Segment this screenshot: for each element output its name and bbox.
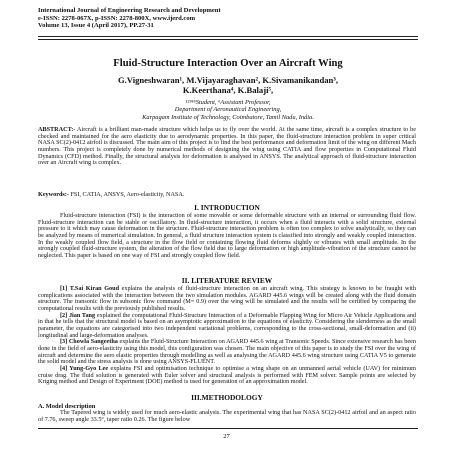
section-heading-literature: II. LITERATURE REVIEW <box>181 276 273 285</box>
affiliation-line-3: Karpagam Institute of Technology, Coimbatore, Tamil Nadu, India. <box>142 113 314 121</box>
literature-item-text: explains FSI and optimisation technique to optimise a wing shape on an unmanned aerial vehicle (UAV) for minimum cruise drag. The fluid solution is generated with Euler solver and structural analysis is performed with FEM solver. Sample points are selected by Kriging method and Design of Experiment (DOE) method is used for generation of an approximation model. <box>38 364 416 386</box>
keywords-label: Keywords:- <box>38 191 69 198</box>
literature-item <box>38 339 416 366</box>
section-heading-methodology: III.METHODOLOGY <box>191 393 263 402</box>
affiliation-line-1: ¹²³⁴⁵Student, ⁶Assistant Professor, <box>185 99 271 106</box>
literature-item-tag: [4] Yung-Gyo Lee <box>60 364 109 372</box>
literature-item-text: explained the computational Fluid-Structure Interaction of a Deformable Flapping Wing for Micro Air Vehicle Applications and in that he tells that the structural model is based on an asymptotic approximation to the equations of elasticity. Considering the slenderness as the small parameter, the equations are categorised into two independent variational problems, corresponding to the cross-sectional, small-deformation and (ii) longitudinal and large-deformation analyses. <box>38 311 417 339</box>
journal-volume: Volume 13, Issue 4 (April 2017), PP.27-31 <box>38 22 154 30</box>
abstract-text: Aircraft is a brilliant man-made structure which helps us to fly over the world. At the same time, aircraft is a complex structure to be checked and maintained for the aero elasticity due to aerodynamic properties. In this paper, the fluid-structure interaction problem in super critical NASA SC(2)-0412 airfoil is discussed. The main aim of this project is to find the best performance and deformation limit of the wing on different Mach numbers. This project is completely done by numerical methods of designing the wing using CATIA and flow properties in Computational Fluid Dynamics (CFD) method. Finally, the structural analysis for deformation is analysed in ANSYS. The analytical approach of fluid-structure interaction over an Aircraft wing is complex. <box>38 126 416 167</box>
methodology-body <box>38 410 416 423</box>
literature-body <box>38 286 416 386</box>
paper-title: Fluid-Structure Interaction Over an Aircraft Wing <box>113 58 343 69</box>
keywords <box>38 192 416 199</box>
literature-item-text: explains the analysis of fluid-structure interaction on an aircraft wing. This strategy is known to be fraught with complications associated with the interaction between the two simulation modules. AGARD 445.6 wings will be created along with the fluid domain structure. The transonic flow in subsonic flow command (M= 0.9) over the wing will be simulated and the results will be certified by comparing the computational results with the previously published results. <box>38 285 416 312</box>
literature-item <box>38 286 416 313</box>
journal-issn: e-ISSN: 2278-067X, p-ISSN: 2278-800X, www.ijerd.com <box>38 14 196 22</box>
introduction-text: Fluid-structure interaction (FSI) is the interaction of some movable or some deformable structure with an internal or surrounding fluid flow. Fluid-structure interaction can be stable or oscillatory. In fluid-structure interaction, it occurs when a fluid interacts with a solid structure, external pressure to it which may cause deformation in the structure. Fluid-structure interaction problem is often too complex to solve analytically, so they can be analyzed by means of numerical simulation. In general, a fluid structure interaction system is classified into strongly and weakly coupled interaction. In the weakly coupled flow field, a structure in the flow field or containing flowing fluid deforms slightly or vibrates with small amplitude. In the strongly coupled fluid-structure system, the alteration of the flow field due to large deformation or high amplitude-vibration of the structure cannot be neglected. This paper is based on one way of FSI and strongly coupled flow field. <box>38 212 416 259</box>
literature-item-tag: [1] T.Sai Kiran Goud <box>60 285 120 292</box>
literature-item-text: explains the Fluid-Structure Interaction on AGARD 445.6 wing at Transonic Speeds. Since extensive research has been done in the field of aero-elasticity using this model, this configuration was chosen. The main objective of this paper is to study the FSI over the wing of aircraft and determine the aero elastic properties through modelling as well as analysing the AGARD 445.6 wing structure using CATIA V5 to generate the solid model and the stress analysis is done using ANSYS-FLUENT. <box>38 338 416 366</box>
affiliation <box>38 99 418 121</box>
abstract-label: ABSTRACT:- <box>38 126 76 133</box>
introduction-body <box>38 213 416 260</box>
keywords-text: FSI, CATIA, ANSYS, Aero-elasticity, NASA. <box>68 191 185 198</box>
affiliation-line-2: Department of Aeronautical Engineering, <box>174 106 282 114</box>
header-rule-bottom <box>38 39 418 40</box>
literature-item <box>38 313 416 340</box>
authors-line-1: G.Vigneshwaran¹, M.Vijayaraghavan², K.Sivamanikandan³, <box>117 75 339 85</box>
methodology-text: The Tapered wing is widely used for much aero-elastic analysis. The experimental wing that has NASA SC(2)-0412 airfoil and an aspect ratio of 7.76, sweep angle 33.5°, taper ratio 0.26. The figure below <box>38 409 416 423</box>
header-rule-top <box>38 36 418 37</box>
page-number: 27 <box>223 433 230 440</box>
subsection-heading-model: A. Model description <box>38 403 96 410</box>
literature-item-tag: [2] Jian Tang <box>60 311 96 319</box>
author-list <box>38 76 418 95</box>
literature-item <box>38 366 416 386</box>
footer-rule <box>38 428 418 429</box>
journal-header <box>38 7 418 30</box>
literature-item-tag: [3] Chowla Sangeetha <box>60 338 118 346</box>
journal-name: International Journal of Engineering Research and Development <box>38 7 221 14</box>
abstract <box>38 127 416 167</box>
section-heading-introduction: I. INTRODUCTION <box>194 203 260 212</box>
authors-line-2: K.Keerthana⁴, K.Balaji⁵, <box>182 84 274 95</box>
